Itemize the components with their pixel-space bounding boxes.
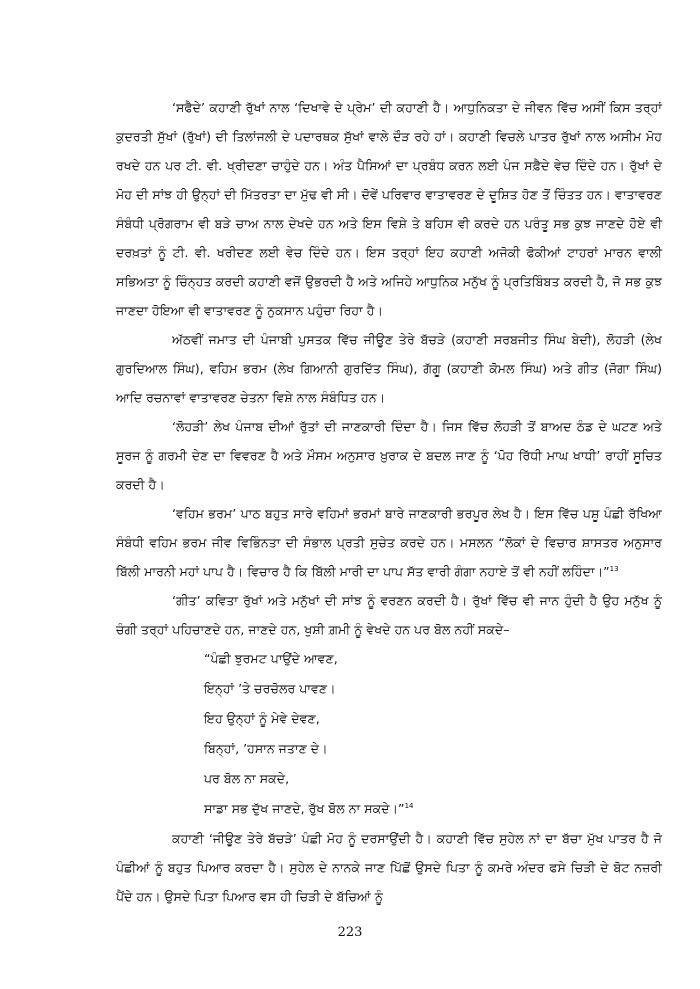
poem-line: “ਪੰਛੀ ਝੁਰਮਟ ਪਾਉਂਦੇ ਆਵਣ, — [204, 651, 338, 666]
paragraph-text: ਅੱਠਵੀਂ ਜਮਾਤ ਦੀ ਪੰਜਾਬੀ ਪੁਸਤਕ ਵਿੱਚ ਜੀਊਣ ਤੇਰੇ ਬੱਚੜੇ (ਕਹਾਣੀ ਸਰਬਜੀਤ ਸਿੰਘ ਬੇਦੀ), ਲੋਹੜੀ (ਲੇਖ ਗੁਰਦਿਆਲ ਸਿੰਘ), ਵਹਿਮ ਭਰਮ (ਲੇਖ ਗਿਆਨੀ ਗੁਰਦਿੱਤ ਸਿੰਘ), ਗੱਗੂ (ਕਹਾਣੀ ਕੋਮਲ ਸਿੰਘ) ਅਤੇ ਗੀਤ (ਜੋਗਾ ਸਿੰਘ) ਆਦਿ ਰਚਨਾਵਾਂ ਵਾਤਾਵਰਣ ਚੇਤਨਾ ਵਿਸ਼ੇ ਨਾਲ ਸੰਬੰਧਿਤ ਹਨ। — [116, 332, 662, 405]
body-text — [116, 93, 662, 911]
poem-quote — [204, 644, 662, 824]
poem-line-last — [204, 794, 662, 824]
paragraph-text: ‘ਸਫੈਦੇ’ ਕਹਾਣੀ ਰੁੱਖਾਂ ਨਾਲ ‘ਦਿਖਾਵੇ ਦੇ ਪ੍ਰੇਮ’ ਦੀ ਕਹਾਣੀ ਹੈ। ਆਧੁਨਿਕਤਾ ਦੇ ਜੀਵਨ ਵਿੱਚ ਅਸੀਂ ਕਿਸ ਤਰ੍ਹਾਂ ਕੁਦਰਤੀ ਸੁੱਖਾਂ (ਰੁੱਖਾਂ) ਦੀ ਤਿਲਾਂਜਲੀ ਦੇ ਪਦਾਰਥਕ ਸੁੱਖਾਂ ਵਾਲੇ ਦੌੜ ਰਹੇ ਹਾਂ। ਕਹਾਣੀ ਵਿਚਲੇ ਪਾਤਰ ਰੁੱਖਾਂ ਨਾਲ ਅਸੀਮ ਮੋਹ ਰਖਦੇ ਹਨ ਪਰ ਟੀ. ਵੀ. ਖ੍ਰੀਦਣਾ ਚਾਹੁੰਦੇ ਹਨ। ਅੰਤ ਪੈਸਿਆਂ ਦਾ ਪ੍ਰਬੰਧ ਕਰਨ ਲਈ ਪੰਜ ਸਫ਼ੈਦੇ ਵੇਚ ਦਿੰਦੇ ਹਨ। ਰੁੱਖਾਂ ਦੇ ਮੋਹ ਦੀ ਸਾਂਝ ਹੀ ਉਨ੍ਹਾਂ ਦੀ ਮਿੱਤਰਤਾ ਦਾ ਮੁੱਢ ਵੀ ਸੀ। ਦੋਵੇਂ ਪਰਿਵਾਰ ਵਾਤਾਵਰਣ ਦੇ ਦੂਸ਼ਿਤ ਹੋਣ ਤੋਂ ਚਿੰਤਤ ਹਨ। ਵਾਤਾਵਰਣ ਸੰਬੰਧੀ ਪ੍ਰੋਗਰਾਮ ਵੀ ਬੜੇ ਚਾਅ ਨਾਲ ਦੇਖਦੇ ਹਨ ਅਤੇ ਇਸ ਵਿਸ਼ੇ ਤੇ ਬਹਿਸ ਵੀ ਕਰਦੇ ਹਨ ਪਰੰਤੂ ਸਭ ਕੁਝ ਜਾਣਦੇ ਹੋਏ ਵੀ ਦਰਖ਼ਤਾਂ ਨੂੰ ਟੀ. ਵੀ. ਖਰੀਦਣ ਲਈ ਵੇਚ ਦਿੰਦੇ ਹਨ। ਇਸ ਤਰ੍ਹਾਂ ਇਹ ਕਹਾਣੀ ਅਜੋਕੀ ਫੋਕੀਆਂ ਟਾਹਰਾਂ ਮਾਰਨ ਵਾਲੀ ਸਭਿਅਤਾ ਨੂੰ ਚਿੰਨ੍ਹਤ ਕਰਦੀ ਕਹਾਣੀ ਵਜੋਂ ਉਭਰਦੀ ਹੈ ਅਤੇ ਅਜਿਹੇ ਆਧੁਨਿਕ ਮਨੁੱਖ ਨੂੰ ਪ੍ਰਤਿਬਿੰਬਤ ਕਰਦੀ ਹੈ, ਜੋ ਸਭ ਕੁਝ ਜਾਣਦਾ ਹੋਇਆ ਵੀ ਵਾਤਾਵਰਣ ਨੂੰ ਨੁਕਸਾਨ ਪਹੁੰਚਾ ਰਿਹਾ ਹੈ। — [116, 100, 662, 318]
paragraph-safede — [116, 93, 662, 325]
paragraph-text: ‘ਵਹਿਮ ਭਰਮ’ ਪਾਠ ਬਹੁਤ ਸਾਰੇ ਵਹਿਮਾਂ ਭਰਮਾਂ ਬਾਰੇ ਜਾਣਕਾਰੀ ਭਰਪੂਰ ਲੇਖ ਹੈ। ਇਸ ਵਿੱਚ ਪਸ਼ੂ ਪੰਛੀ ਰੱਖਿਆ ਸੰਬੰਧੀ ਵਹਿਮ ਭਰਮ ਜੀਵ ਵਿਭਿੰਨਤਾ ਦੀ ਸੰਭਾਲ ਪ੍ਰਤੀ ਸੁਚੇਤ ਕਰਦੇ ਹਨ। ਮਸਲਨ “ਲੋਕਾਂ ਦੇ ਵਿਚਾਰ ਸ਼ਾਸਤਰ ਅਨੁਸਾਰ ਬਿੱਲੀ ਮਾਰਨੀ ਮਹਾਂ ਪਾਪ ਹੈ। ਵਿਚਾਰ ਹੈ ਕਿ ਬਿੱਲੀ ਮਾਰੀ ਦਾ ਪਾਪ ਸੱਤ ਵਾਰੀ ਗੰਗਾ ਨਹਾਏ ਤੋਂ ਵੀ ਨਹੀਂ ਲਹਿੰਦਾ।” — [116, 506, 662, 579]
paragraph-text: ਕਹਾਣੀ ‘ਜੀਊਣ ਤੇਰੇ ਬੱਚੜੇ’ ਪੰਛੀ ਮੋਹ ਨੂੰ ਦਰਸਾਉਂਦੀ ਹੈ। ਕਹਾਣੀ ਵਿੱਚ ਸੁਹੇਲ ਨਾਂ ਦਾ ਬੱਚਾ ਮੁੱਖ ਪਾਤਰ ਹੈ ਜੋ ਪੰਛੀਆਂ ਨੂੰ ਬਹੁਤ ਪਿਆਰ ਕਰਦਾ ਹੈ। ਸੁਹੇਲ ਦੇ ਨਾਨਕੇ ਜਾਣ ਪਿੱਛੋਂ ਉਸਦੇ ਪਿਤਾ ਨੂੰ ਕਮਰੇ ਅੰਦਰ ਫਸੇ ਚਿੜੀ ਦੇ ਬੋਟ ਨਜ਼ਰੀ ਪੈਂਦੇ ਹਨ। ਉਸਦੇ ਪਿਤਾ ਪਿਆਰ ਵਸ ਹੀ ਚਿੜੀ ਦੇ ਬੱਚਿਆਂ ਨੂੰ — [116, 831, 662, 904]
footnote-ref-14: 14 — [404, 801, 414, 810]
paragraph-jiun-tere-bachde — [116, 824, 662, 911]
footnote-ref-13: 13 — [609, 564, 619, 573]
paragraph-vahim-bharam — [116, 499, 662, 586]
paragraph-geet — [116, 586, 662, 644]
paragraph-class-eight-book — [116, 325, 662, 412]
poem-line: ਪਰ ਬੋਲ ਨਾ ਸਕਦੇ, — [204, 771, 290, 786]
paragraph-lohri — [116, 412, 662, 499]
poem-line: ਇਹ ਉਨ੍ਹਾਂ ਨੂੰ ਮੇਵੇ ਦੇਵਣ, — [204, 711, 320, 726]
paragraph-text: ‘ਲੋਹੜੀ’ ਲੇਖ ਪੰਜਾਬ ਦੀਆਂ ਰੁੱਤਾਂ ਦੀ ਜਾਣਕਾਰੀ ਦਿੰਦਾ ਹੈ। ਜਿਸ ਵਿੱਚ ਲੋਹੜੀ ਤੋਂ ਬਾਅਦ ਠੰਡ ਦੇ ਘਟਣ ਅਤੇ ਸੂਰਜ ਨੂੰ ਗਰਮੀ ਦੇਣ ਦਾ ਵਿਵਰਣ ਹੈ ਅਤੇ ਮੌਸਮ ਅਨੁਸਾਰ ਖ਼ੁਰਾਕ ਦੇ ਬਦਲ ਜਾਣ ਨੂੰ ‘ਪੋਹ ਰਿੱਧੀ ਮਾਘ ਖਾਧੀ’ ਰਾਹੀਂ ਸੂਚਿਤ ਕਰਦੀ ਹੈ। — [116, 419, 662, 492]
poem-line: ਇਨ੍ਹਾਂ ’ਤੇ ਚਰਚੋਲਰ ਪਾਵਣ। — [204, 681, 336, 696]
paragraph-text: ‘ਗੀਤ’ ਕਵਿਤਾ ਰੁੱਖਾਂ ਅਤੇ ਮਨੁੱਖਾਂ ਦੀ ਸਾਂਝ ਨੂੰ ਵਰਣਨ ਕਰਦੀ ਹੈ। ਰੁੱਖਾਂ ਵਿੱਚ ਵੀ ਜਾਨ ਹੁੰਦੀ ਹੈ ਉਹ ਮਨੁੱਖ ਨੂੰ ਚੰਗੀ ਤਰ੍ਹਾਂ ਪਹਿਚਾਣਦੇ ਹਨ, ਜਾਣਦੇ ਹਨ, ਖੁਸ਼ੀ ਗ਼ਮੀ ਨੂੰ ਵੇਖਦੇ ਹਨ ਪਰ ਬੋਲ ਨਹੀਂ ਸਕਦੇ– — [116, 593, 662, 637]
page-number: 223 — [337, 925, 363, 940]
poem-line-text: ਸਾਡਾ ਸਭ ਦੁੱਖ ਜਾਣਦੇ, ਰੁੱਖ ਬੋਲ ਨਾ ਸਕਦੇ।” — [204, 801, 405, 816]
poem-line: ਬਿਨ੍ਹਾਂ, ’ਹਸਾਨ ਜਤਾਣ ਦੇ। — [204, 741, 328, 756]
